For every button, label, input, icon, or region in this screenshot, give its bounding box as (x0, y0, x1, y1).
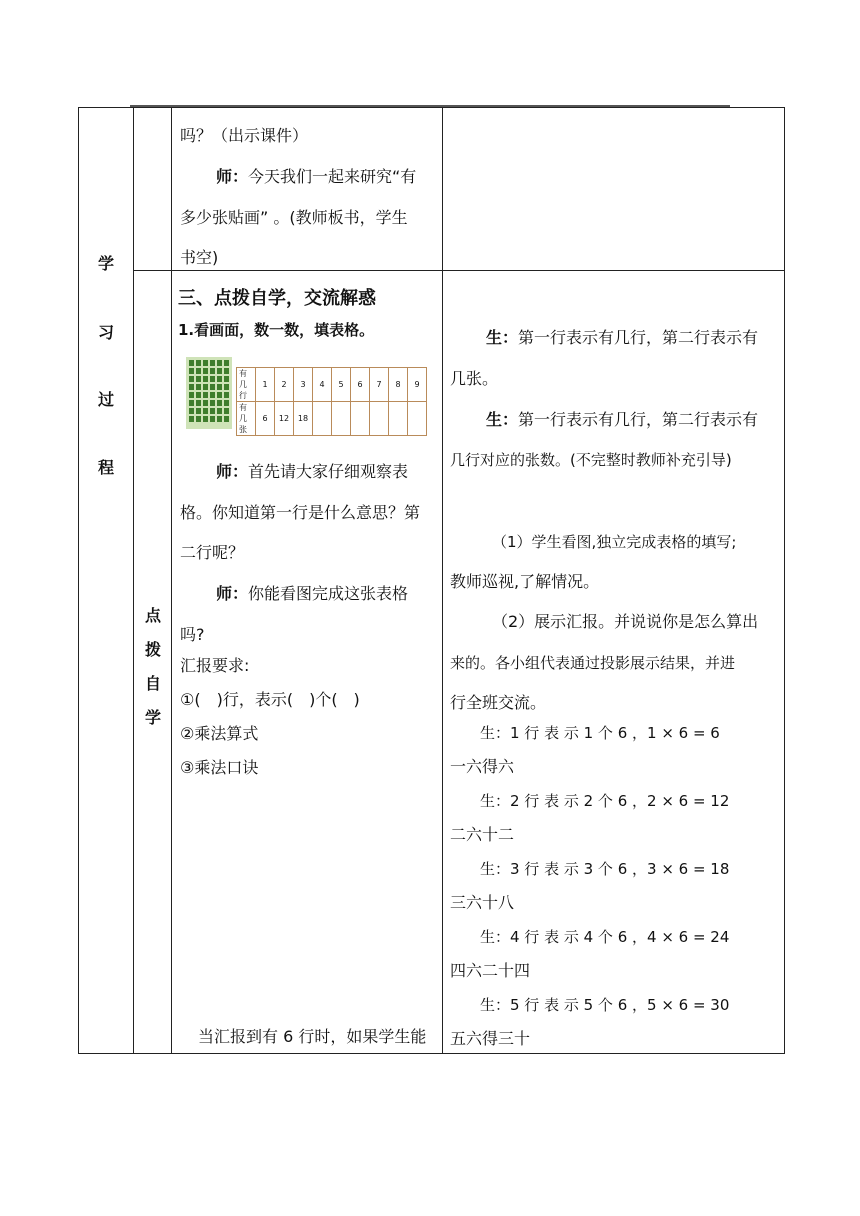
table-row (237, 402, 427, 436)
speaker-label: 师： (216, 584, 249, 603)
side-label-char: 过 (97, 390, 114, 409)
text-line: 吗？（出示课件） (180, 126, 309, 145)
table-cell (389, 402, 408, 436)
sub-label-char: 学 (144, 708, 161, 727)
speaker-label: 生： (486, 328, 519, 347)
answer-line: 生：3 行 表 示 3 个 6 ，3 × 6 = 18 (480, 860, 730, 878)
text-line: 书空) (180, 248, 219, 267)
side-label-char: 学 (97, 254, 114, 273)
text-line: 几行对应的张数。(不完整时教师补充引导) (450, 451, 732, 469)
text-span: 今天我们一起来研究“有 (248, 167, 417, 186)
answer-line: 四六二十四 (450, 961, 531, 980)
answer-line: 一六得六 (450, 757, 515, 776)
table-border-bottom (78, 1053, 785, 1054)
text-span: 你能看图完成这张表格 (248, 584, 409, 603)
text-line (486, 410, 758, 430)
text-span: 首先请大家仔细观察表 (248, 462, 409, 481)
table-cell: 4 (313, 368, 332, 402)
table-cell: 9 (408, 368, 427, 402)
table-cell: 18 (294, 402, 313, 436)
text-line: 教师巡视,了解情况。 (450, 572, 600, 591)
text-line (216, 584, 408, 604)
answer-line: 二六十二 (450, 825, 515, 844)
table-cell: 3 (294, 368, 313, 402)
text-line (216, 167, 416, 187)
answer-line: 生：4 行 表 示 4 个 6 ，4 × 6 = 24 (480, 928, 730, 946)
table-cell (408, 402, 427, 436)
sticker-table-figure (186, 357, 420, 434)
table-border-left (78, 107, 79, 1054)
sub-label-char: 拨 (144, 640, 161, 659)
row-divider (133, 270, 785, 271)
side-label-char: 程 (97, 458, 114, 477)
table-cell: 1 (256, 368, 275, 402)
table-cell: 6 (256, 402, 275, 436)
table-cell: 6 (351, 368, 370, 402)
text-line: ①( )行，表示( )个( ) (180, 690, 360, 709)
speaker-label: 师： (216, 462, 249, 481)
table-cell: 12 (275, 402, 294, 436)
text-line: ③乘法口诀 (180, 758, 259, 777)
column-divider-2 (171, 107, 172, 1054)
table-cell (313, 402, 332, 436)
text-line: （2）展示汇报。并说说你是怎么算出 (492, 612, 759, 631)
table-header-cell: 有几张 (237, 402, 256, 436)
text-line (486, 328, 758, 348)
sub-label-char: 点 (144, 606, 161, 625)
table-border-top (78, 107, 785, 108)
answer-line: 生：1 行 表 示 1 个 6 ，1 × 6 = 6 (480, 724, 720, 742)
table-cell: 7 (370, 368, 389, 402)
text-line: 吗? (180, 625, 205, 644)
table-cell: 2 (275, 368, 294, 402)
text-span: 第一行表示有几行，第二行表示有 (518, 328, 759, 347)
answer-line: 三六十八 (450, 893, 515, 912)
table-cell (332, 402, 351, 436)
text-line: （1）学生看图,独立完成表格的填写; (492, 533, 737, 551)
side-label-char: 习 (97, 323, 114, 342)
table-cell (351, 402, 370, 436)
text-span: 第一行表示有几行，第二行表示有 (518, 410, 759, 429)
table-border-right (784, 107, 785, 1054)
sticker-grid-image (186, 357, 232, 429)
table-cell: 5 (332, 368, 351, 402)
text-line: 来的。各小组代表通过投影展示结果，并进 (450, 654, 736, 672)
table-row (237, 368, 427, 402)
text-line: 二行呢？ (180, 543, 245, 562)
answer-line: 五六得三十 (450, 1029, 531, 1048)
table-header-cell: 有几行 (237, 368, 256, 402)
text-line: 几张。 (450, 369, 499, 388)
text-line: ②乘法算式 (180, 724, 259, 743)
text-line: 汇报要求: (180, 656, 250, 675)
table-cell (370, 402, 389, 436)
speaker-label: 师： (216, 167, 249, 186)
text-line: 当汇报到有 6 行时，如果学生能 (198, 1027, 427, 1046)
column-divider-3 (442, 107, 443, 1054)
text-line: 格。你知道第一行是什么意思？第 (180, 503, 421, 522)
table-cell: 8 (389, 368, 408, 402)
text-line: 行全班交流。 (450, 693, 547, 712)
section-subheading: 1.看画面，数一数，填表格。 (178, 321, 375, 339)
text-line: 多少张贴画” 。(教师板书，学生 (180, 208, 408, 227)
sub-label-char: 自 (144, 674, 161, 693)
speaker-label: 生： (486, 410, 519, 429)
sticker-grid-icon (186, 357, 232, 429)
text-line (216, 462, 408, 482)
answer-line: 生：5 行 表 示 5 个 6 ，5 × 6 = 30 (480, 996, 730, 1014)
answer-line: 生：2 行 表 示 2 个 6 ，2 × 6 = 12 (480, 792, 730, 810)
section-heading: 三、点拨自学，交流解惑 (178, 288, 376, 309)
rows-count-table (236, 367, 427, 436)
column-divider-1 (133, 107, 134, 1054)
